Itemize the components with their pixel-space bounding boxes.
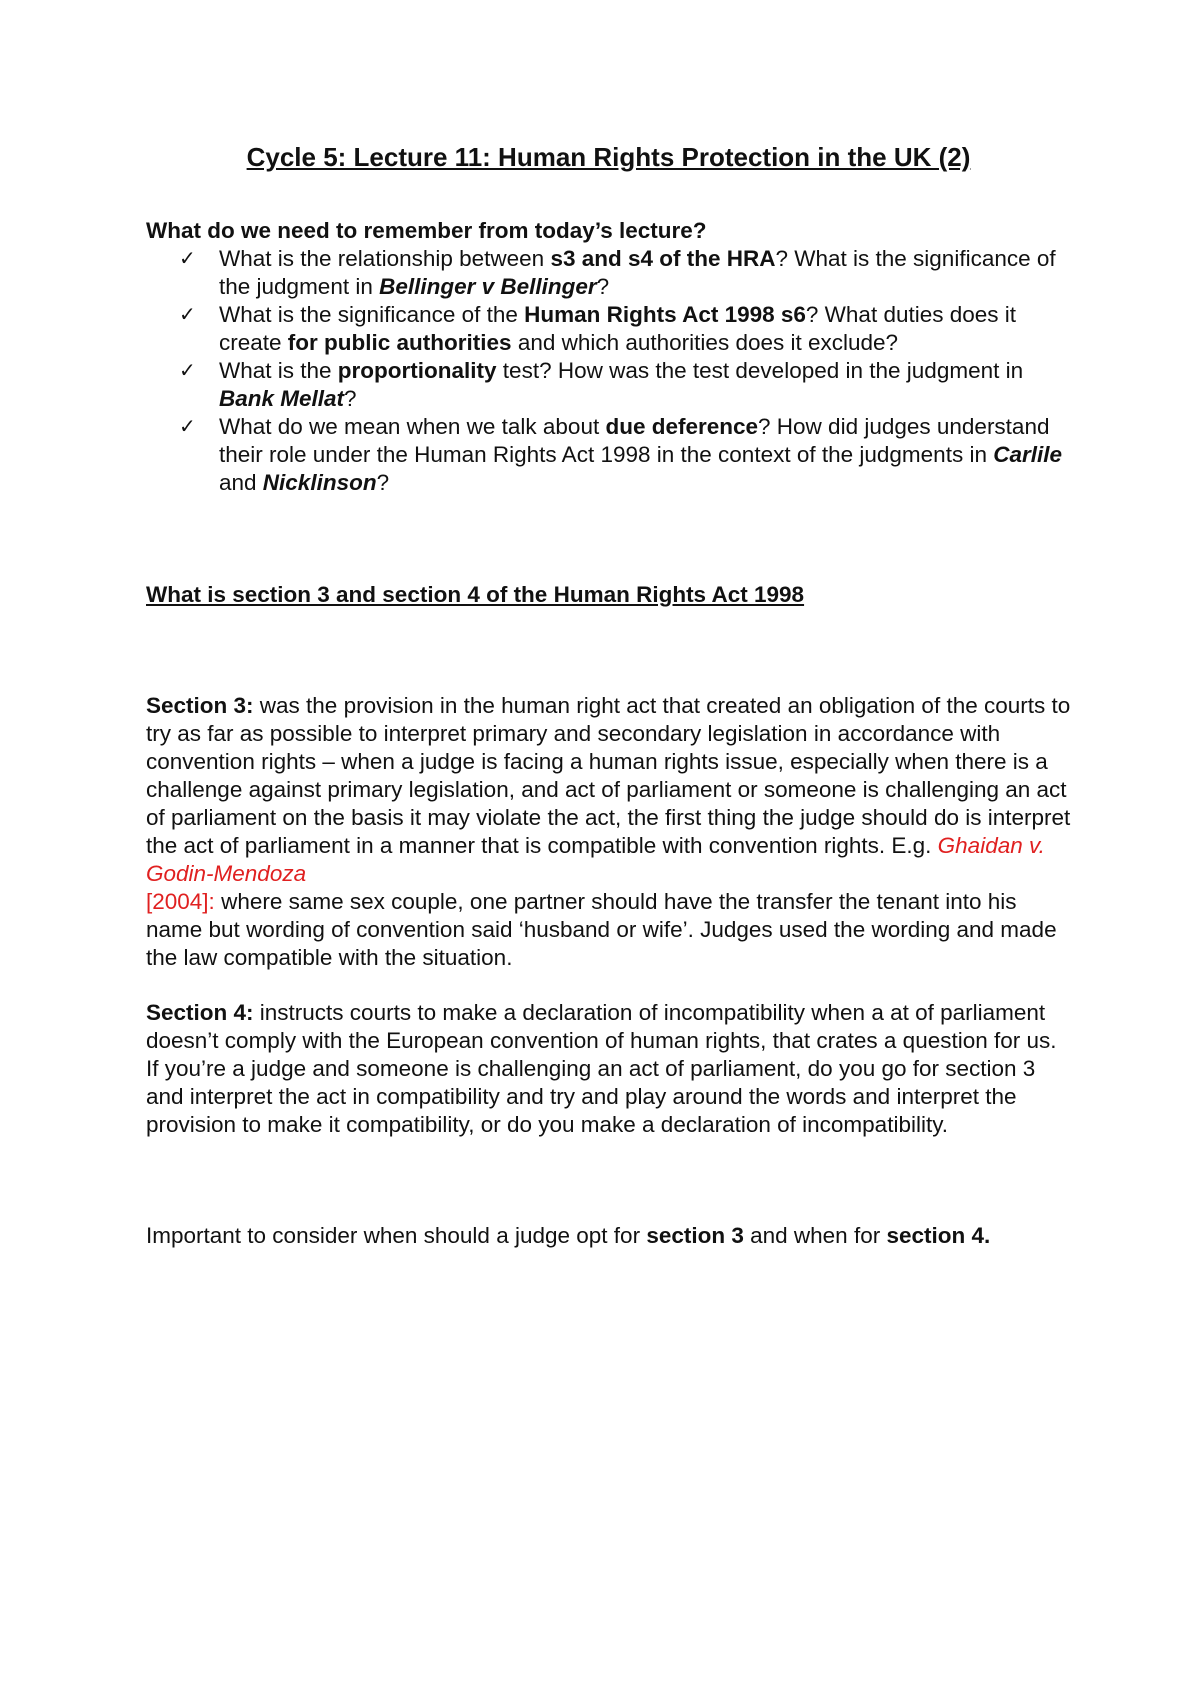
case-citation: Ghaidan v. Godin-Mendoza (146, 833, 1045, 886)
page-title: Cycle 5: Lecture 11: Human Rights Protection in the UK (2) (246, 142, 971, 172)
item-text: What do we mean when we talk about (219, 414, 606, 439)
item-bold: proportionality (337, 358, 497, 383)
closing-bold: section 3 (646, 1223, 744, 1248)
case-name: Bank Mellat (219, 386, 345, 411)
section-3-label: Section 3: (146, 693, 254, 718)
item-text: ? What is the significance of the judgment in (219, 246, 1056, 299)
item-text: What is the (219, 358, 338, 383)
section-3-text-continued: where same sex couple, one partner should have the transfer the tenant into his name but wording of convention said ‘husband or wife’. Judges used the wording and made the law compatible with the situation. (146, 889, 1057, 970)
section-3-text: was the provision in the human right act that created an obligation of the courts to try as far as possible to interpret primary and secondary legislation in accordance with convention rights – when a judge is facing a human rights issue, especially when there is a challenge against primary legislation, and act of parliament or someone is challenging an act of parliament on the basis it may violate the act, the first thing the judge should do is interpret the act of parliament in a manner that is compatible with convention rights. E.g. (146, 693, 1071, 858)
item-text: ? How did judges understand their role under the Human Rights Act 1998 in the context of the judgments in (219, 414, 1050, 467)
item-text: What is the relationship between (219, 246, 551, 271)
closing-note (146, 1222, 1071, 1250)
item-text: and which authorities does it exclude? (511, 330, 899, 355)
section-4-label: Section 4: (146, 1000, 254, 1025)
checklist-item (146, 245, 1071, 301)
checkmark-icon: ✓ (179, 360, 196, 382)
item-text: ? (344, 386, 357, 411)
checklist-item (146, 357, 1071, 413)
item-bold: s3 and s4 of the HRA (550, 246, 776, 271)
checkmark-icon: ✓ (179, 248, 196, 270)
closing-text: Important to consider when should a judge opt for (146, 1223, 647, 1248)
checklist-item (146, 301, 1071, 357)
item-text: ? (596, 274, 610, 299)
item-text: ? (376, 470, 390, 495)
case-name: Nicklinson (262, 470, 377, 495)
review-checklist (146, 245, 1071, 497)
intro-heading: What do we need to remember from today’s lecture? (146, 218, 707, 243)
section-3-paragraph (146, 692, 1071, 972)
checkmark-icon: ✓ (179, 304, 196, 326)
document-body (146, 140, 1071, 1250)
checklist-item (146, 413, 1071, 497)
closing-text: and when for (743, 1223, 887, 1248)
case-name: Carlile (993, 442, 1063, 467)
item-bold: due deference (605, 414, 759, 439)
case-year: [2004]: (146, 889, 215, 914)
case-name: Bellinger v Bellinger (379, 274, 597, 299)
section-4-text: instructs courts to make a declaration of incompatibility when a at of parliament doesn’t comply with the European convention of human rights, that crates a question for us. If you’re a judge and someone is challenging an act of parliament, do you go for section 3 and interpret the act in compatibility and try and play around the words and interpret the provision to make it compatibility, or do you make a declaration of incompatibility. (146, 1000, 1057, 1137)
item-text: ? What duties does it create (219, 302, 1017, 355)
checkmark-icon: ✓ (179, 416, 196, 438)
closing-bold: section 4. (886, 1223, 991, 1248)
section-heading: What is section 3 and section 4 of the Human Rights Act 1998 (146, 582, 805, 607)
item-text: and (219, 470, 263, 495)
item-bold: Human Rights Act 1998 s6 (524, 302, 806, 327)
item-text: What is the significance of the (219, 302, 525, 327)
item-text: test? How was the test developed in the judgment in (496, 358, 1024, 383)
section-4-paragraph (146, 999, 1071, 1139)
item-bold: for public authorities (287, 330, 512, 355)
